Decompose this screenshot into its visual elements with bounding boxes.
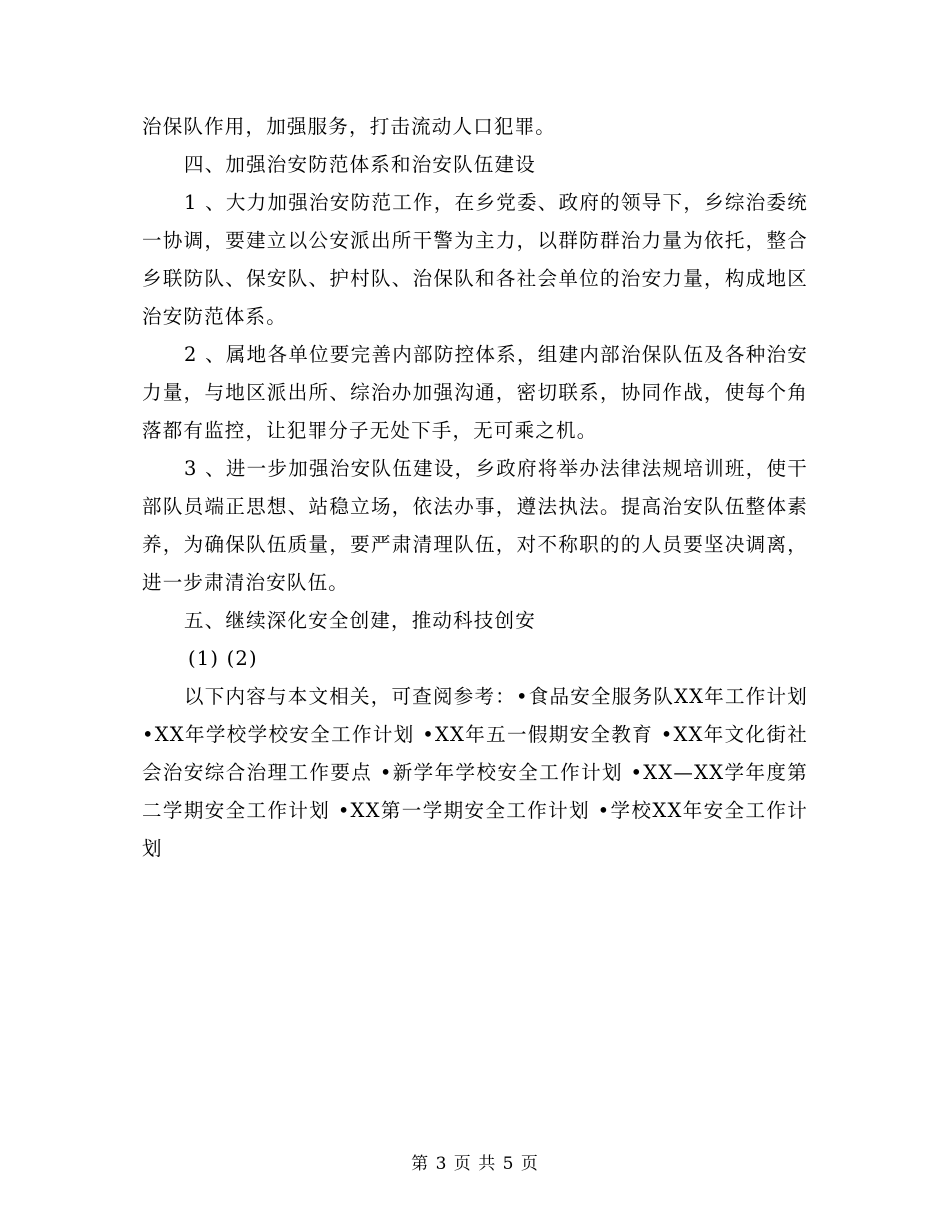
section-heading-5: 五、继续深化安全创建，推动科技创安	[184, 609, 536, 632]
paragraph-continuation: 治保队作用，加强服务，打击流动人口犯罪。	[142, 115, 557, 138]
document-body	[142, 108, 808, 868]
paragraph-item-1: 1 、大力加强治安防范工作，在乡党委、政府的领导下，乡综治委统一协调，要建立以公安派出所干警为主力，以群防群治力量为依托，整合乡联防队、保安队、护村队、治保队和各社会单位的治安力量，构成地区治安防范体系。	[142, 191, 808, 328]
section-heading-4: 四、加强治安防范体系和治安队伍建设	[184, 153, 536, 176]
paragraph-item-3: 3 、进一步加强治安队伍建设，乡政府将举办法律法规培训班，使干部队员端正思想、站稳立场，依法办事，遵法执法。提高治安队伍整体素养，为确保队伍质量，要严肃清理队伍，对不称职的的人员要坚决调离，进一步肃清治安队伍。	[142, 457, 808, 594]
page-footer: 第 3 页 共 5 页	[411, 1154, 539, 1174]
paragraph-subitems: (1) (2)	[188, 647, 258, 670]
paragraph-item-2: 2 、属地各单位要完善内部防控体系，组建内部治保队伍及各种治安力量，与地区派出所、综治办加强沟通，密切联系，协同作战，使每个角落都有监控，让犯罪分子无处下手，无可乘之机。	[142, 343, 808, 442]
related-links-paragraph: 以下内容与本文相关，可查阅参考：•食品安全服务队XX年工作计划 •XX年学校学校安全工作计划 •XX年五一假期安全教育 •XX年文化街社会治安综合治理工作要点 •新学年学校安全工作计划 •XX—XX学年度第二学期安全工作计划 •XX第一学期安全工作计划 •学校XX年安全工作计划	[142, 685, 808, 860]
